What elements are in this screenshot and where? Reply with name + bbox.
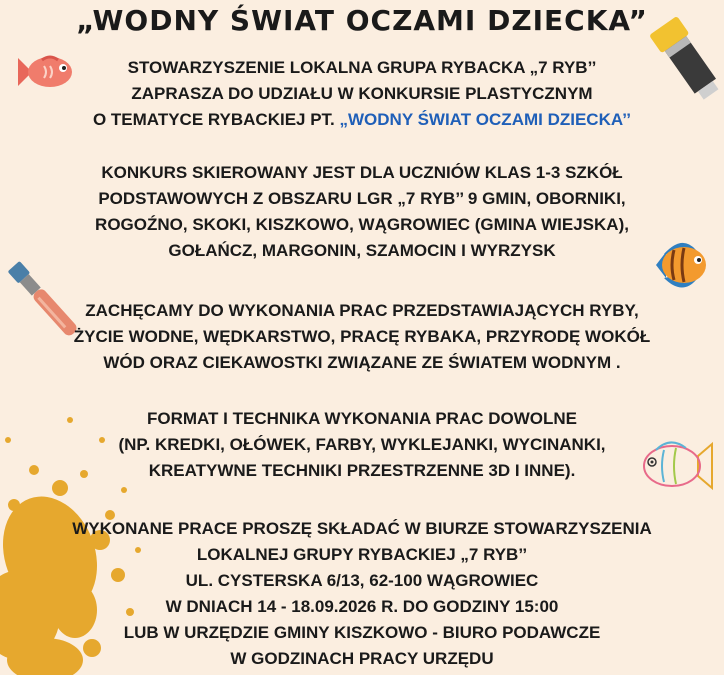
submission-dates: W DNIACH 14 - 18.09.2026 R. DO GODZINY 15:00	[165, 597, 559, 616]
intro-line-2: ZAPRASZA DO UDZIAŁU W KONKURSIE PLASTYCZNYM	[131, 84, 593, 103]
submission-line: LOKALNEJ GRUPY RYBACKIEJ „7 RYB’’	[196, 545, 528, 564]
contest-title-highlight: „WODNY ŚWIAT OCZAMI DZIECKA’’	[339, 110, 632, 129]
encouragement-section	[0, 298, 724, 376]
encouragement-line: ŻYCIE WODNE, WĘDKARSTWO, PRACĘ RYBAKA, PRZYRODĘ WOKÓŁ	[73, 327, 651, 346]
eligibility-line: ROGOŹNO, SKOKI, KISZKOWO, WĄGROWIEC (GMINA WIEJSKA),	[95, 215, 629, 234]
page-title: „WODNY ŚWIAT OCZAMI DZIECKA”	[76, 4, 648, 37]
submission-line: W GODZINACH PRACY URZĘDU	[230, 649, 494, 668]
intro-section	[0, 55, 724, 133]
eligibility-line: GOŁAŃCZ, MARGONIN, SZAMOCIN I WYRZYSK	[168, 241, 556, 260]
eligibility-section	[0, 160, 724, 264]
encouragement-line: ZACHĘCAMY DO WYKONANIA PRAC PRZEDSTAWIAJĄCYCH RYBY,	[85, 301, 639, 320]
format-line: FORMAT I TECHNIKA WYKONANIA PRAC DOWOLNE	[146, 409, 577, 428]
intro-line-3	[0, 107, 724, 133]
eligibility-line: KONKURS SKIEROWANY JEST DLA UCZNIÓW KLAS 1-3 SZKÓŁ	[101, 163, 623, 182]
format-line: (NP. KREDKI, OŁÓWEK, FARBY, WYKLEJANKI, WYCINANKI,	[118, 435, 606, 454]
submission-line: LUB W URZĘDZIE GMINY KISZKOWO - BIURO PODAWCZE	[123, 623, 601, 642]
encouragement-line: WÓD ORAZ CIEKAWOSTKI ZWIĄZANE ZE ŚWIATEM WODNYM .	[103, 353, 621, 372]
format-section	[0, 406, 724, 484]
submission-address: UL. CYSTERSKA 6/13, 62-100 WĄGROWIEC	[185, 571, 539, 590]
format-line: KREATYWNE TECHNIKI PRZESTRZENNE 3D I INNE).	[148, 461, 576, 480]
eligibility-line: PODSTAWOWYCH Z OBSZARU LGR „7 RYB’’ 9 GMIN, OBORNIKI,	[98, 189, 626, 208]
intro-line-1: STOWARZYSZENIE LOKALNA GRUPA RYBACKA „7 RYB’’	[127, 58, 597, 77]
submission-section	[0, 516, 724, 672]
submission-line: WYKONANE PRACE PROSZĘ SKŁADAĆ W BIURZE STOWARZYSZENIA	[72, 519, 652, 538]
intro-line-3-prefix: O TEMATYCE RYBACKIEJ PT.	[92, 110, 340, 129]
